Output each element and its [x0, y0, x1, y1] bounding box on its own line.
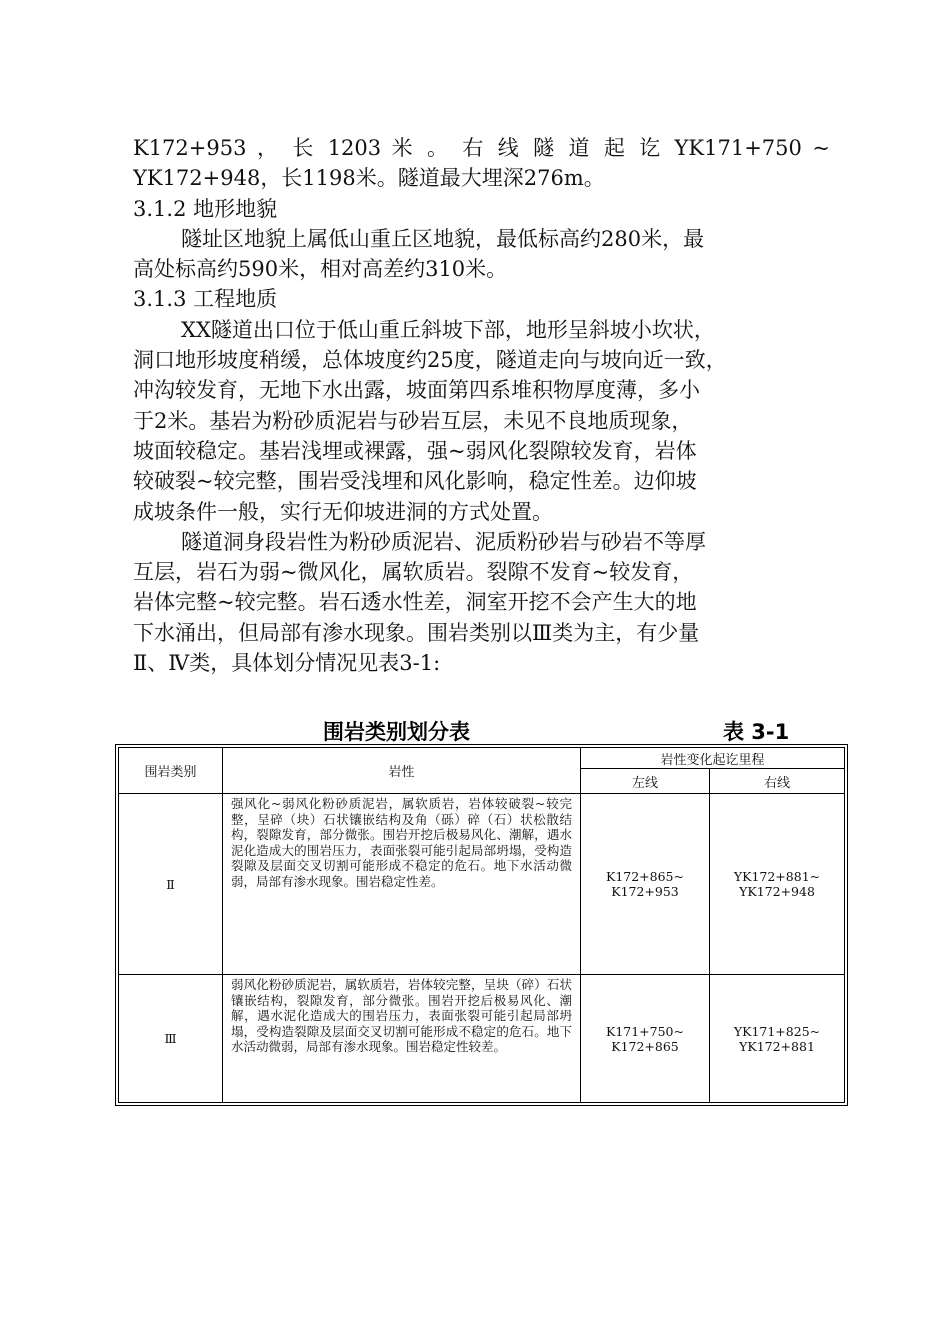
paragraph-line: 冲沟较发育，无地下水出露，坡面第四系堆积物厚度薄，多小: [133, 378, 700, 403]
paragraph-line: 互层，岩石为弱~微风化，属软质岩。裂隙不发育~较发育，: [133, 560, 694, 585]
paragraph-line: 坡面较稳定。基岩浅埋或裸露，强~弱风化裂隙较发育，岩体: [133, 438, 697, 463]
table-header-row: [119, 748, 845, 769]
right-mileage-cell: [710, 794, 845, 975]
mileage-end: K172+953: [611, 884, 679, 899]
section-heading-3-1-2: 3.1.2 地形地貌: [133, 196, 278, 221]
left-mileage-cell: [581, 794, 710, 975]
paragraph-line: 成坡条件一般，实行无仰坡进洞的方式处置。: [133, 499, 553, 524]
lithology-cell: 强风化~弱风化粉砂质泥岩，属软质岩，岩体较破裂~较完整，呈碎（块）石状镶嵌结构及角（砾）碎（石）状松散结构，裂隙发育，部分微张。围岩开挖后极易风化、潮解，遇水泥化造成大的围岩压力，表面张裂可能引起局部坍塌，受构造裂隙及层面交叉切割可能形成不稳定的危石。地下水活动微弱，局部有渗水现象。围岩稳定性差。: [223, 794, 581, 975]
paragraph-line: 岩体完整~较完整。岩石透水性差，洞室开挖不会产生大的地: [133, 590, 697, 615]
header-lithology: 岩性: [223, 748, 581, 794]
left-mileage-cell: [581, 975, 710, 1103]
mileage-start: YK172+881~: [733, 869, 821, 884]
mileage-start: K171+750~: [605, 1023, 684, 1039]
table-title: 围岩类别划分表: [323, 720, 470, 744]
table-frame: [115, 744, 848, 1106]
rock-category-cell: Ⅱ: [119, 794, 223, 975]
right-mileage-cell: [710, 975, 845, 1103]
table-caption: [0, 714, 950, 746]
section-heading-3-1-3: 3.1.3 工程地质: [133, 287, 278, 312]
mileage-start: YK171+825~: [733, 1023, 821, 1039]
table-number: 表 3-1: [723, 720, 790, 744]
paragraph-line: YK172+948，长1198米。隧道最大埋深276m。: [133, 166, 605, 191]
paragraph-line: 隧址区地貌上属低山重丘区地貌，最低标高约280米，最: [181, 226, 705, 251]
header-mileage: 岩性变化起讫里程: [581, 748, 845, 769]
table-row: [119, 794, 845, 975]
mileage-end: YK172+948: [739, 884, 815, 899]
paragraph-line: 隧道洞身段岩性为粉砂质泥岩、泥质粉砂岩与砂岩不等厚: [181, 529, 706, 554]
mileage-end: K172+865: [611, 1038, 679, 1054]
header-category: 围岩类别: [119, 748, 223, 794]
rock-classification-table: [118, 747, 845, 1103]
header-right-line: 右线: [710, 769, 845, 794]
paragraph-line: 洞口地形坡度稍缓，总体坡度约25度，隧道走向与坡向近一致，: [133, 348, 727, 373]
paragraph-line: XX隧道出口位于低山重丘斜坡下部，地形呈斜坡小坎状，: [181, 317, 715, 342]
paragraph-line: 较破裂~较完整，围岩受浅埋和风化影响，稳定性差。边仰坡: [133, 469, 697, 494]
body-text: [133, 133, 830, 678]
paragraph-line: 下水涌出，但局部有渗水现象。围岩类别以Ⅲ类为主，有少量: [133, 620, 700, 645]
lithology-cell: 弱风化粉砂质泥岩，属软质岩，岩体较完整，呈块（碎）石状镶嵌结构，裂隙发育，部分微张。围岩开挖后极易风化、潮解，遇水泥化造成大的围岩压力，表面张裂可能引起局部坍塌，受构造裂隙及层面交叉切割可能形成不稳定的危石。地下水活动微弱，局部有渗水现象。围岩稳定性较差。: [223, 975, 581, 1103]
paragraph-line: 于2米。基岩为粉砂质泥岩与砂岩互层，未见不良地质现象，: [133, 408, 693, 433]
rock-category-cell: Ⅲ: [119, 975, 223, 1103]
paragraph-line: Ⅱ、Ⅳ类，具体划分情况见表3-1:: [133, 651, 441, 676]
paragraph-line: K172+953 ， 长 1203 米 。 右 线 隧 道 起 讫 YK171+750 ~: [133, 136, 830, 160]
paragraph-line: 高处标高约590米，相对高差约310米。: [133, 257, 508, 282]
header-left-line: 左线: [581, 769, 710, 794]
mileage-end: YK172+881: [739, 1038, 815, 1054]
table-row: [119, 975, 845, 1103]
mileage-start: K172+865~: [605, 869, 684, 884]
